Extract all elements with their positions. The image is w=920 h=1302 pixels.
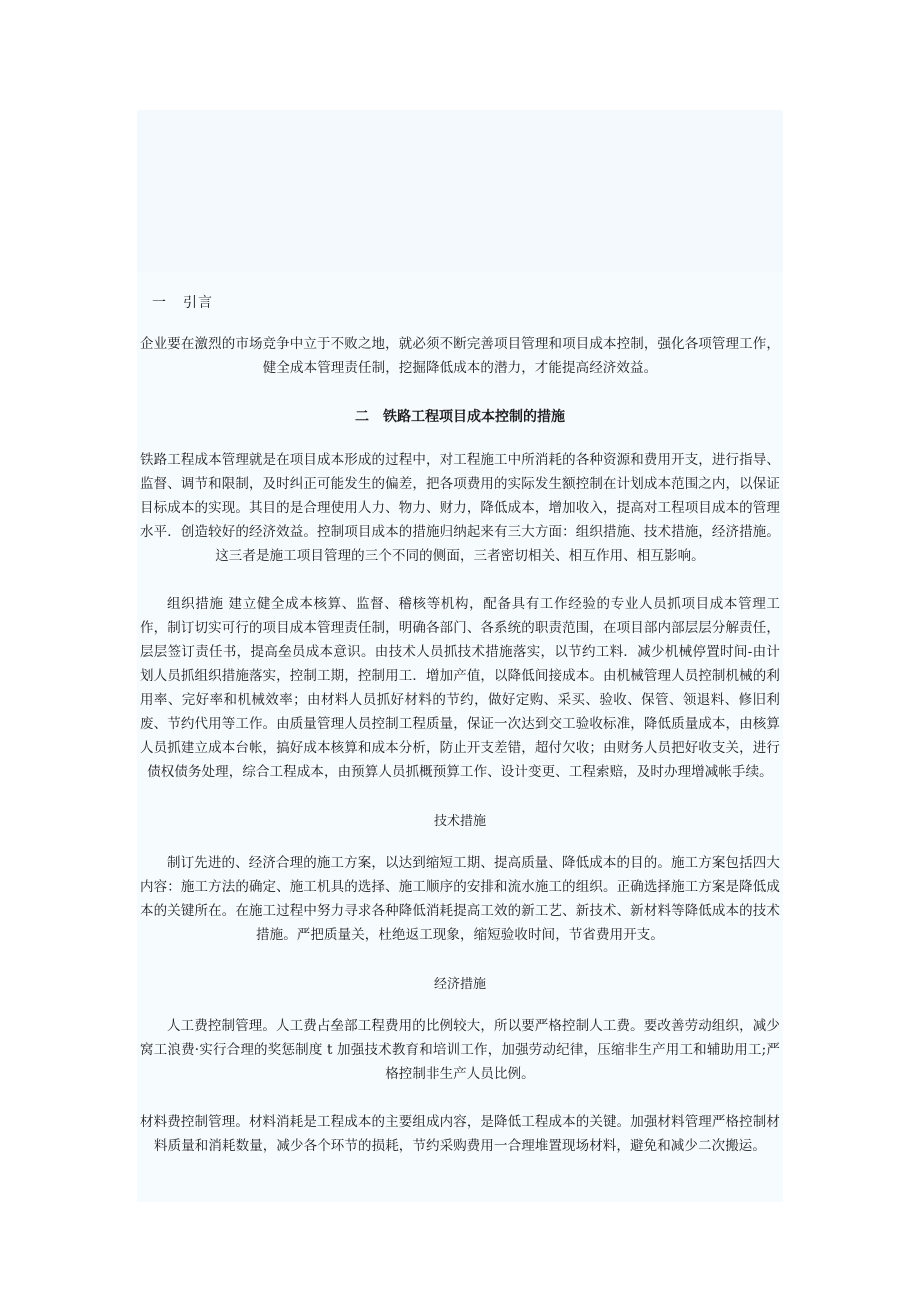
measures-heading-title: 铁路工程项目成本控制的措施 [383, 409, 565, 425]
labor-paragraph: 人工费控制管理。人工费占垒部工程费用的比例较大，所以要严格控制人工费。要改善劳动组织，减少窝工浪费·实行合理的奖惩制度 t 加强技术教育和培训工作，加强劳动纪律，压缩非生产用工和辅助用工;严格控制非生产人员比例。 [140, 1018, 780, 1082]
tech-paragraph: 制订先进的、经济合理的施工方案，以达到缩短工期、提高质量、降低成本的目的。施工方案包括四大内容：施工方法的确定、施工机具的选择、施工顺序的安排和流水施工的组织。正确选择施工方案是降低成本的关键所在。在施工过程中努力寻求各种降低消耗提高工效的新工艺、新技术、新材料等降低成本的技术措施。严把质量关，杜绝返工现象，缩短验收时间，节省费用开支。 [140, 855, 780, 943]
article-body [140, 292, 780, 1158]
organization-paragraph: 组织措施 建立健全成本核算、监督、稽核等机构，配备具有工作经验的专业人员抓项目成本管理工作，制订切实可行的项目成本管理责任制，明确各部门、各系统的职责范围，在项目部内部层层分解责任，层层签订责任书，提高垒员成本意识。由技术人员抓技术措施落实，以节约工料．减少机械停置时间-由计划人员抓组织措施落实，控制工期，控制用工．增加产值，以降低间接成本。由机械管理人员控制机械的利用率、完好率和机械效率；由材料人员抓好材料的节约，做好定购、采买、验收、保管、领退料、修旧利废、节约代用等工作。由质量管理人员控制工程质量，保证一次达到交工验收标准，降低质量成本，由核算人员抓建立成本台帐，搞好成本核算和成本分析，防止开支差错，超付欠收；由财务人员把好收支关，进行债权债务处理，综合工程成本，由预算人员抓概预算工作、设计变更、工程索赔，及时办理增减帐手续。 [140, 596, 780, 780]
material-paragraph: 材料费控制管理。材料消耗是工程成本的主要组成内容，是降低工程成本的关键。加强材料管理严格控制材料质量和消耗数量，减少各个环节的损耗，节约采购费用一合理堆置现场材料，避免和减少二次搬运。 [140, 1114, 780, 1154]
measures-paragraph: 铁路工程成本管理就是在项目成本形成的过程中，对工程施工中所消耗的各种资源和费用开支，进行指导、监督、调节和限制，及时纠正可能发生的偏差，把各项费用的实际发生额控制在计划成本范围之内，以保证目标成本的实现。其目的是合理使用人力、物力、财力，降低成本，增加收入，提高对工程项目成本的管理水平．创造较好的经济效益。控制项目成本的措施归纳起来有三大方面：组织措施、技术措施，经济措施。这三者是施工项目管理的三个不同的侧面，三者密切相关、相互作用、相互影响。 [140, 452, 780, 564]
measures-heading [140, 406, 780, 426]
measures-heading-number: 二 [355, 409, 369, 425]
intro-heading-number: 一 [152, 295, 167, 311]
economic-heading: 经济措施 [433, 977, 486, 992]
tech-heading: 技术措施 [433, 814, 486, 829]
intro-heading-title: 引言 [183, 295, 213, 311]
intro-paragraph: 企业要在激烈的市场竞争中立于不败之地，就必须不断完善项目管理和项目成本控制，强化各项管理工作，健全成本管理责任制，挖掘降低成本的潜力，才能提高经济效益。 [140, 336, 780, 376]
blank-banner [137, 110, 783, 272]
intro-heading [152, 292, 780, 312]
